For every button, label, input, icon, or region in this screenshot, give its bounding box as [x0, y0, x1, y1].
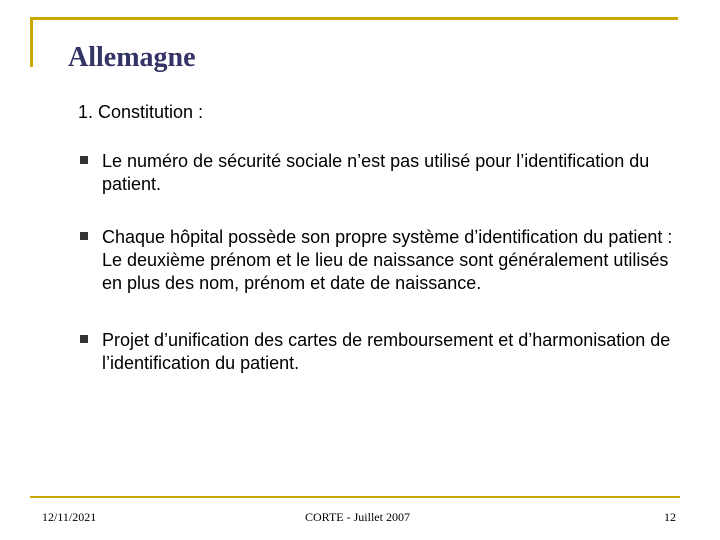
slide-title: Allemagne	[68, 42, 196, 73]
bullet-text: Projet d’unification des cartes de remboursement et d’harmonisation de l’identification du patient.	[102, 330, 671, 373]
square-bullet-icon	[80, 335, 88, 343]
footer-center-text: CORTE - Juillet 2007	[305, 510, 410, 524]
square-bullet-icon	[80, 156, 88, 164]
frame-bottom-line	[30, 496, 680, 498]
bullet-item	[76, 150, 676, 196]
bullet-item	[76, 329, 676, 375]
square-bullet-icon	[80, 232, 88, 240]
page-number: 12	[664, 510, 676, 524]
frame-left-line	[30, 17, 33, 67]
frame-top-line	[30, 17, 678, 20]
bullet-text: Chaque hôpital possède son propre système d’identification du patient : Le deuxième prénom et le lieu de naissance sont généralement utilisés en plus des nom, prénom et date de naissance.	[102, 227, 673, 293]
bullet-list	[76, 150, 676, 405]
footer-date: 12/11/2021	[42, 510, 97, 524]
slide-subtitle: 1. Constitution :	[78, 102, 204, 122]
bullet-text: Le numéro de sécurité sociale n’est pas utilisé pour l’identification du patient.	[102, 151, 650, 194]
bullet-item	[76, 226, 676, 295]
